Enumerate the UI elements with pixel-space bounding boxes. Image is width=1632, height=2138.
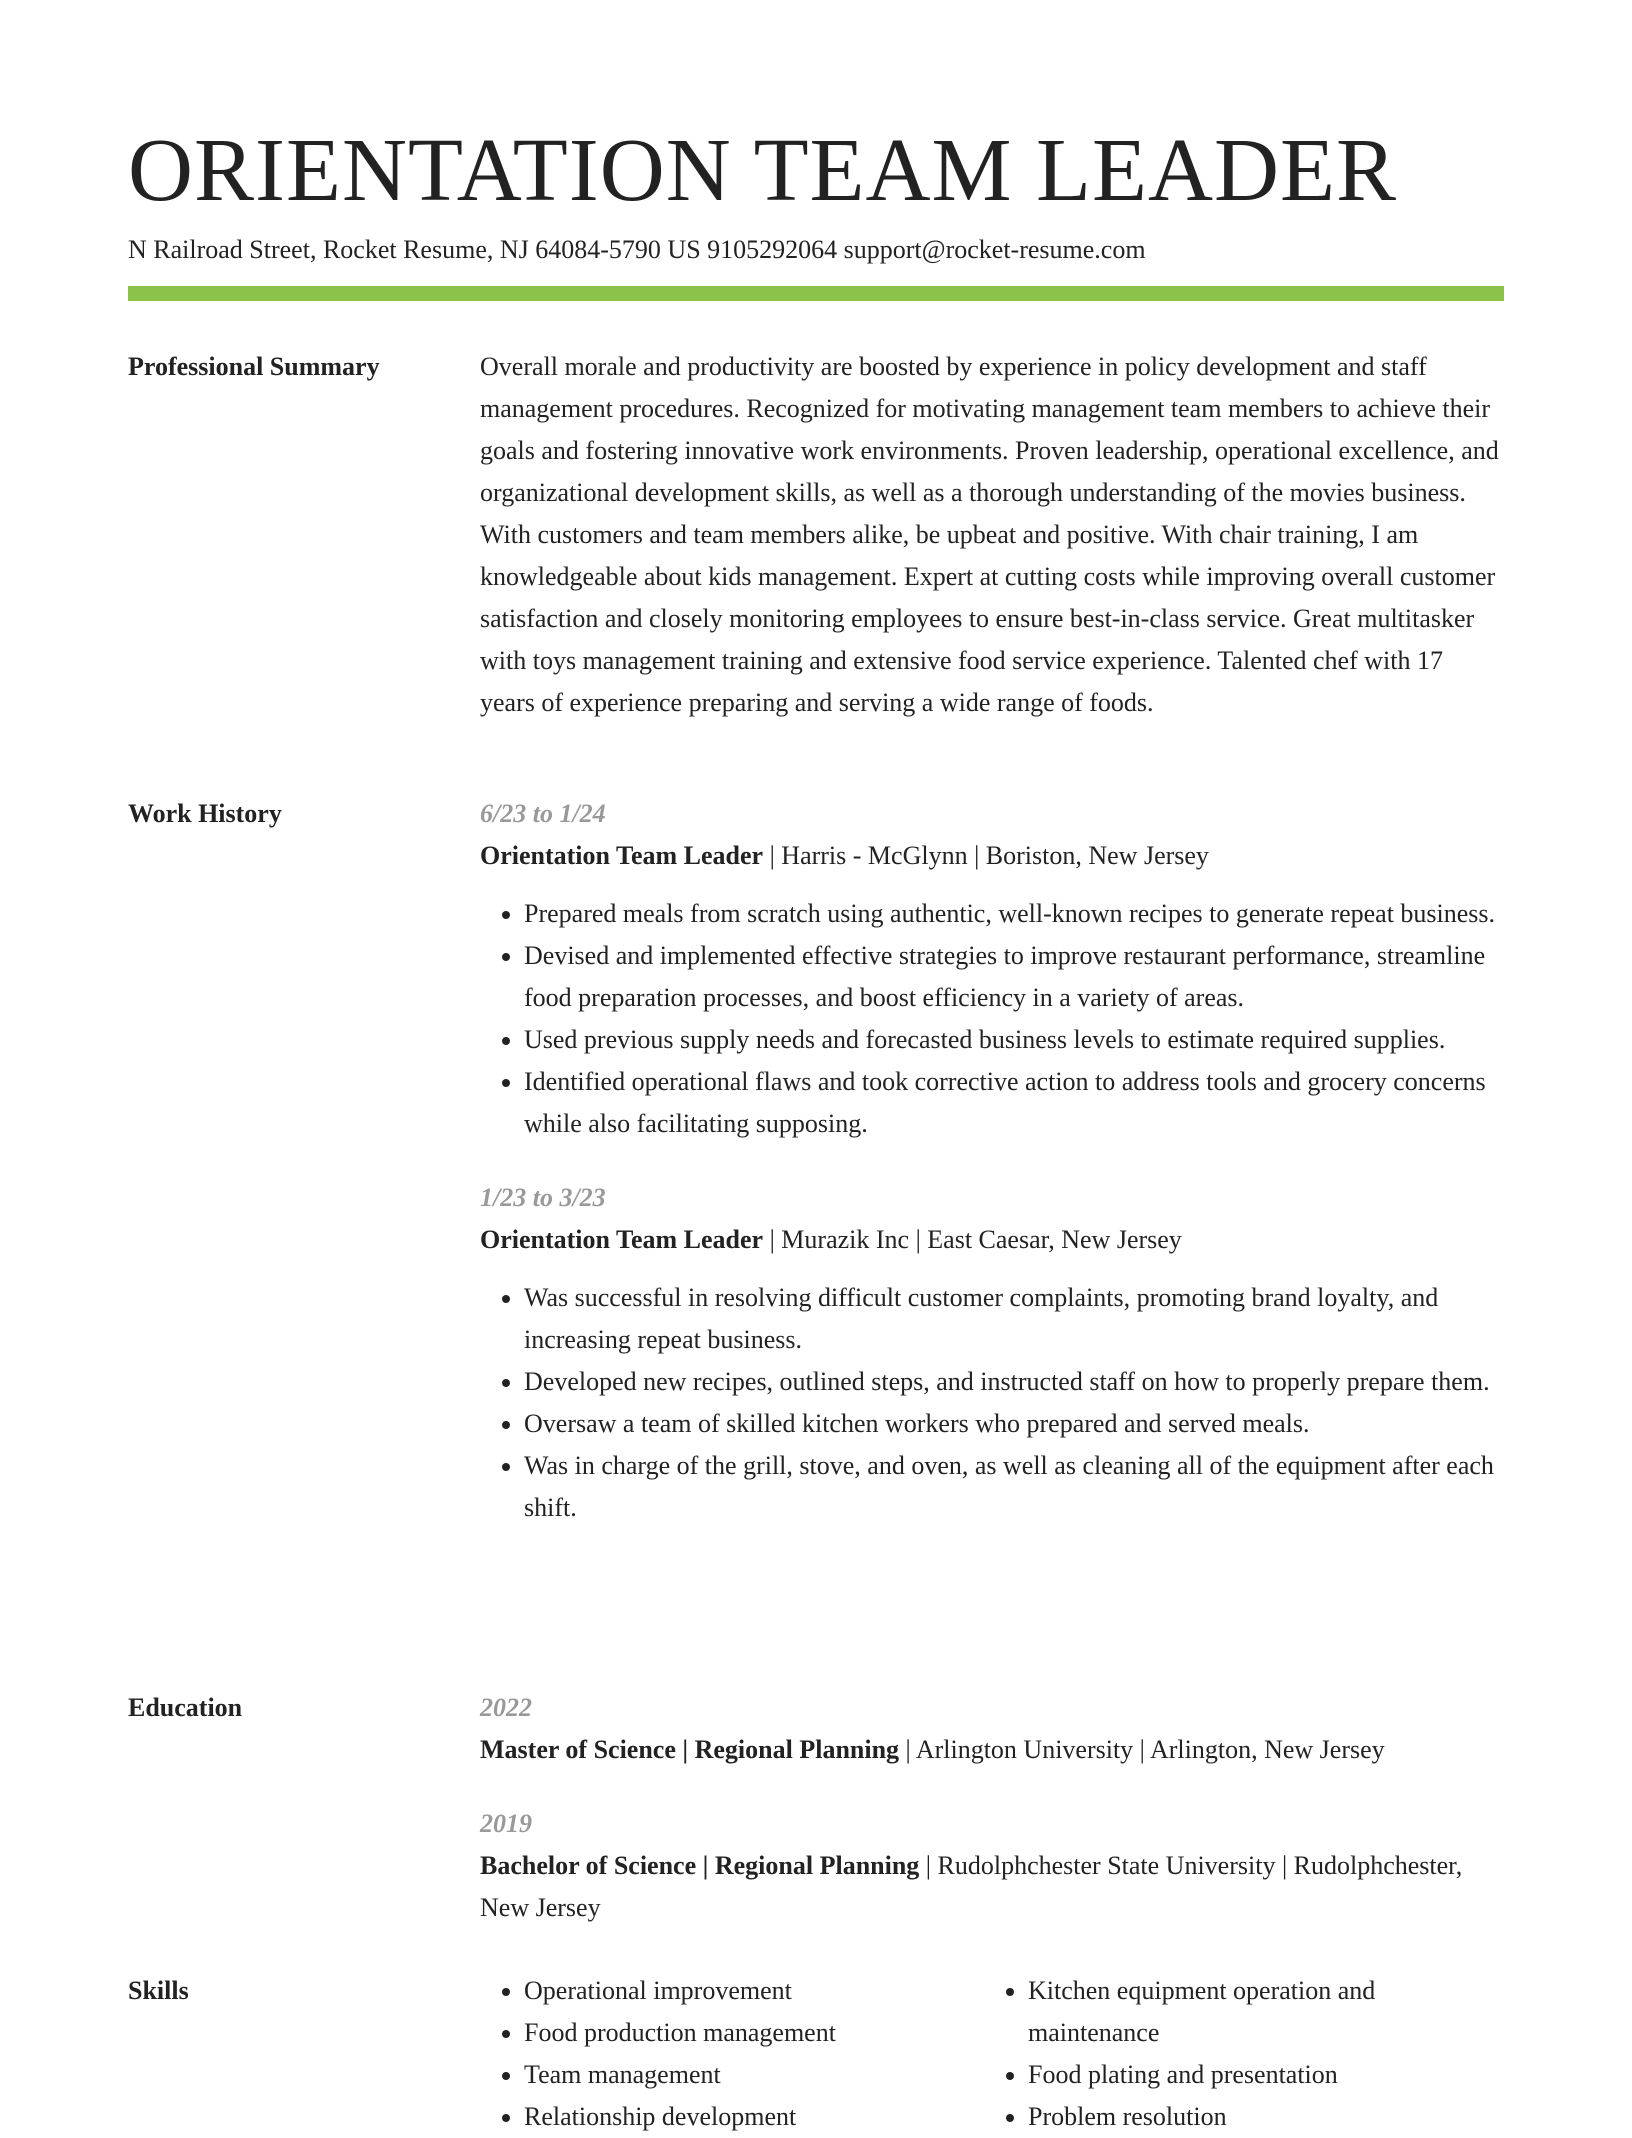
list-item: • Oversaw a team of skilled kitchen workers who prepared and served meals. [524,1403,1504,1445]
job-details: | Harris - McGlynn | Boriston, New Jersey [763,841,1209,870]
job-dates: 1/23 to 3/23 [480,1183,606,1212]
education-year: 2022 [480,1693,532,1722]
education-degree: Master of Science | Regional Planning [480,1735,900,1764]
resume-page [128,0,1504,2131]
skills-title: Skills [128,1976,189,2005]
job-role: Orientation Team Leader [480,841,764,870]
skills-list-left [480,1970,984,2138]
education-heading [480,1729,1504,1771]
education-content [480,1687,1504,1929]
job-bullets [480,893,1504,1145]
skills-columns [480,1970,1504,2138]
list-item: • Food plating and presentation [1028,2054,1488,2096]
education-heading [480,1845,1504,1929]
skills-list-right [984,1970,1488,2138]
education-title: Education [128,1693,243,1722]
job-details: | Murazik Inc | East Caesar, New Jersey [763,1225,1182,1254]
education-entry [480,1687,1504,1771]
job-dates: 6/23 to 1/24 [480,799,606,828]
phone: 9105292064 [707,235,838,264]
education-year: 2019 [480,1809,532,1838]
job-role: Orientation Team Leader [480,1225,764,1254]
summary-title: Professional Summary [128,352,380,381]
education-entry [480,1803,1504,1929]
list-item: • Kitchen equipment operation and maintenance [1028,1970,1488,2054]
skills-content [480,1970,1504,2138]
education-details: | Rudolphchester State University | Rudolphchester, New Jersey [480,1851,1463,1922]
list-item: • Was successful in resolving difficult customer complaints, promoting brand loyalty, and increasing repeat business. [524,1277,1504,1361]
summary-text: Overall morale and productivity are boosted by experience in policy development and staff management procedures. Recognized for motivating management team members to achieve their goals and fostering innovative work environments. Proven leadership, operational excellence, and organizational development skills, as well as a thorough understanding of the movies business. With customers and team members alike, be upbeat and positive. With chair training, I am knowledgeable about kids management. Expert at cutting costs while improving overall customer satisfaction and closely monitoring employees to ensure best-in-class service. Great multitasker with toys management training and extensive food service experience. Talented chef with 17 years of experience preparing and serving a wide range of foods. [480,352,1499,717]
header-divider [128,286,1504,301]
education-details: | Arlington University | Arlington, New Jersey [899,1735,1385,1764]
email: support@rocket-resume.com [843,235,1146,264]
job-entry [480,1177,1504,1529]
work-title: Work History [128,799,282,828]
contact-line [128,232,1146,268]
job-heading [480,835,1504,877]
list-item: • Identified operational flaws and took corrective action to address tools and grocery concerns while also facilitating supposing. [524,1061,1504,1145]
resume-name: ORIENTATION TEAM LEADER [128,121,1397,220]
list-item: • Operational improvement [524,1970,984,2012]
job-heading [480,1219,1504,1261]
education-degree: Bachelor of Science | Regional Planning [480,1851,920,1880]
list-item: • Devised and implemented effective strategies to improve restaurant performance, streamline food preparation processes, and boost efficiency in a variety of areas. [524,935,1504,1019]
summary-content [480,346,1504,724]
list-item: • Developed new recipes, outlined steps, and instructed staff on how to properly prepare them. [524,1361,1504,1403]
list-item: • Prepared meals from scratch using authentic, well-known recipes to generate repeat business. [524,893,1504,935]
address: N Railroad Street, Rocket Resume, NJ 64084-5790 US [128,235,701,264]
job-entry [480,793,1504,1145]
list-item: • Relationship development [524,2096,984,2138]
list-item: • Food production management [524,2012,984,2054]
list-item: • Problem resolution [1028,2096,1488,2138]
list-item: • Used previous supply needs and forecasted business levels to estimate required supplies. [524,1019,1504,1061]
list-item: • Team management [524,2054,984,2096]
job-bullets [480,1277,1504,1529]
list-item: • Was in charge of the grill, stove, and oven, as well as cleaning all of the equipment after each shift. [524,1445,1504,1529]
work-content [480,793,1504,1529]
